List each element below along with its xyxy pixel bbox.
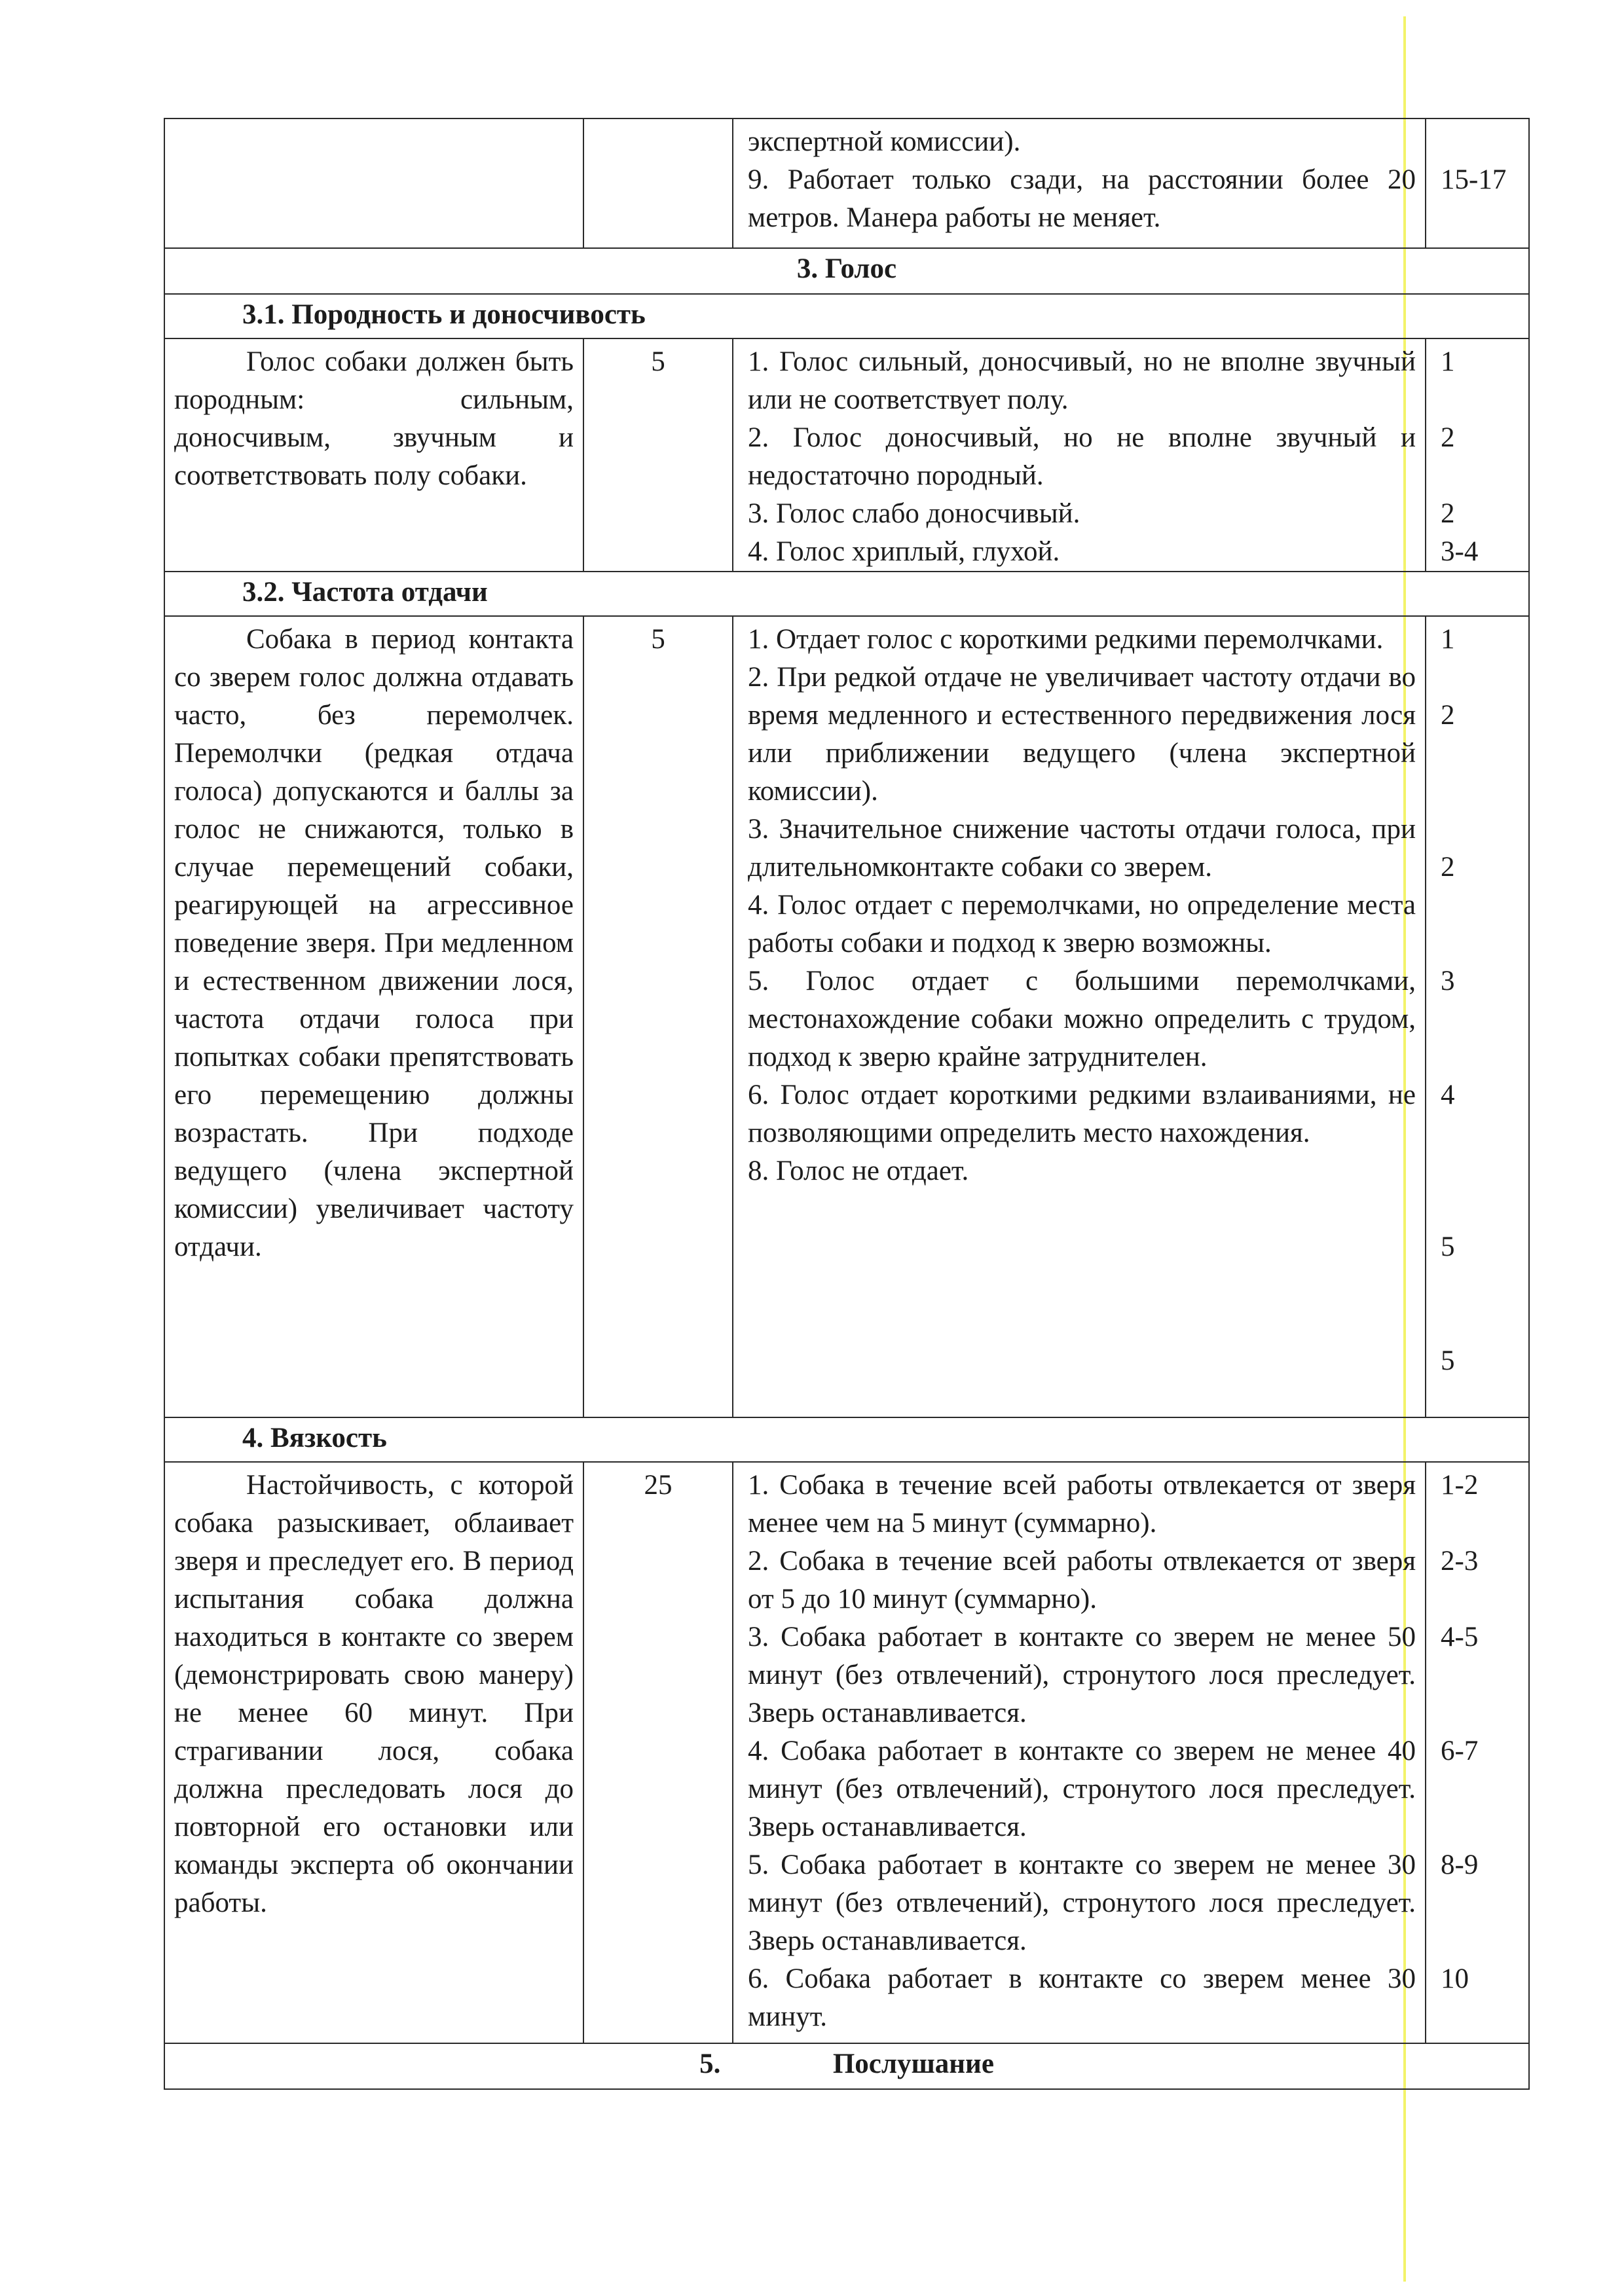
criteria-cell <box>733 338 1426 572</box>
score-cell <box>1426 616 1529 1417</box>
criterion-text: 6. Голос отдает короткими редкими взлаиваниями, не позволяющими определить место нахождения. <box>748 1080 1416 1148</box>
points-cell: 5 <box>583 616 733 1417</box>
description-cell: Голос собаки должен быть породным: сильным, доносчивым, звучным и соответствовать полу собаки. <box>164 338 583 572</box>
table-row <box>164 338 1529 572</box>
criteria-cell <box>733 616 1426 1417</box>
criterion-text: 3. Голос слабо доносчивый. <box>748 498 1080 529</box>
criteria-cell <box>733 118 1426 248</box>
points-cell: 25 <box>583 1462 733 2043</box>
criterion-text: 6. Собака работает в контакте со зверем менее 30 минут. <box>748 1963 1416 2032</box>
score-value: 6-7 <box>1441 1736 1479 1766</box>
score-cell <box>1426 1462 1529 2043</box>
score-value: 2-3 <box>1441 1546 1479 1576</box>
score-value: 10 <box>1441 1963 1469 1994</box>
score-value: 5 <box>1441 1231 1455 1262</box>
section-heading: 3. Голос <box>164 248 1529 294</box>
table-row <box>164 1462 1529 2043</box>
criterion-text: 2. При редкой отдаче не увеличивает частоту отдачи во время медленного и естественного передвижения лося или приближении ведущего (члена экспертной комиссии). <box>748 662 1416 807</box>
score-cell <box>1426 338 1529 572</box>
criterion-text: 9. Работает только сзади, на расстоянии более 20 метров. Манера работы не меняет. <box>748 164 1416 233</box>
criterion-text: 4. Голос отдает с перемолчками, но определение места работы собаки и подход к зверю возможны. <box>748 890 1416 958</box>
score-value: 3 <box>1441 966 1455 996</box>
table-row <box>164 616 1529 1417</box>
section-title: Послушание <box>832 2049 994 2079</box>
section-heading: 4. Вязкость <box>164 1417 1529 1462</box>
criterion-text: 3. Собака работает в контакте со зверем не менее 50 минут (без отвлечений), стронутого лося преследует. Зверь останавливается. <box>748 1622 1416 1728</box>
criterion-text: 1. Голос сильный, доносчивый, но не вполне звучный или не соответствует полу. <box>748 346 1416 415</box>
criterion-text: 1. Отдает голос с короткими редкими перемолчками. <box>748 624 1384 655</box>
score-value: 4 <box>1441 1080 1455 1110</box>
subsection-heading: 3.2. Частота отдачи <box>164 572 1529 616</box>
score-value: 2 <box>1441 852 1455 883</box>
subsection-heading: 3.1. Породность и доносчивость <box>164 294 1529 338</box>
score-value: 2 <box>1441 700 1455 731</box>
evaluation-table <box>164 118 1530 2090</box>
criterion-text: 1. Собака в течение всей работы отвлекается от зверя менее чем на 5 минут (суммарно). <box>748 1470 1416 1539</box>
score-value: 1-2 <box>1441 1470 1479 1501</box>
description-cell-empty <box>164 118 583 248</box>
score-value: 1 <box>1441 624 1455 655</box>
document-page <box>164 118 1528 2090</box>
score-cell: 15-17 <box>1426 118 1529 248</box>
points-cell: 5 <box>583 338 733 572</box>
section-number: 5. <box>699 2049 721 2079</box>
score-value: 4-5 <box>1441 1622 1479 1652</box>
criterion-text: 5. Собака работает в контакте со зверем не менее 30 минут (без отвлечений), стронутого лося преследует. Зверь останавливается. <box>748 1850 1416 1956</box>
criterion-text: 4. Собака работает в контакте со зверем не менее 40 минут (без отвлечений), стронутого лося преследует. Зверь останавливается. <box>748 1736 1416 1842</box>
criteria-cell <box>733 1462 1426 2043</box>
score-value: 1 <box>1441 346 1455 377</box>
points-cell-empty <box>583 118 733 248</box>
criterion-text: экспертной комиссии). <box>748 126 1021 157</box>
criterion-text: 8. Голос не отдает. <box>748 1156 969 1186</box>
criterion-text: 5. Голос отдает с большими перемолчками, местонахождение собаки можно определить с трудом, подход к зверю крайне затруднителен. <box>748 966 1416 1072</box>
description-cell: Собака в период контакта со зверем голос должна отдавать часто, без перемолчек. Перемолчки (редкая отдача голоса) допускаются и баллы за голос не снижаются, только в случае перемещений собаки, реагирующей на агрессивное поведение зверя. При медленном и естественном движении лося, частота отдачи голоса при попытках собаки препятствовать его перемещению должны возрастать. При подходе ведущего (члена экспертной комиссии) увеличивает частоту отдачи. <box>164 616 583 1417</box>
score-value: 5 <box>1441 1345 1455 1376</box>
score-value: 2 <box>1441 422 1455 453</box>
criterion-text: 2. Голос доносчивый, но не вполне звучный и недостаточно породный. <box>748 422 1416 491</box>
table-row-continuation <box>164 118 1529 248</box>
description-cell: Настойчивость, с которой собака разыскивает, облаивает зверя и преследует его. В период испытания собака должна находиться в контакте со зверем (демонстрировать свою манеру) не менее 60 минут. При страгивании лося, собака должна преследовать лося до повторной его остановки или команды эксперта об окончании работы. <box>164 1462 583 2043</box>
criterion-text: 2. Собака в течение всей работы отвлекается от зверя от 5 до 10 минут (суммарно). <box>748 1546 1416 1614</box>
score-value: 2 <box>1441 498 1455 529</box>
criterion-text: 3. Значительное снижение частоты отдачи голоса, при длительномконтакте собаки со зверем. <box>748 814 1416 883</box>
score-value: 3-4 <box>1441 536 1479 567</box>
criterion-text: 4. Голос хриплый, глухой. <box>748 536 1060 567</box>
score-value: 8-9 <box>1441 1850 1479 1880</box>
section-heading <box>164 2043 1529 2089</box>
